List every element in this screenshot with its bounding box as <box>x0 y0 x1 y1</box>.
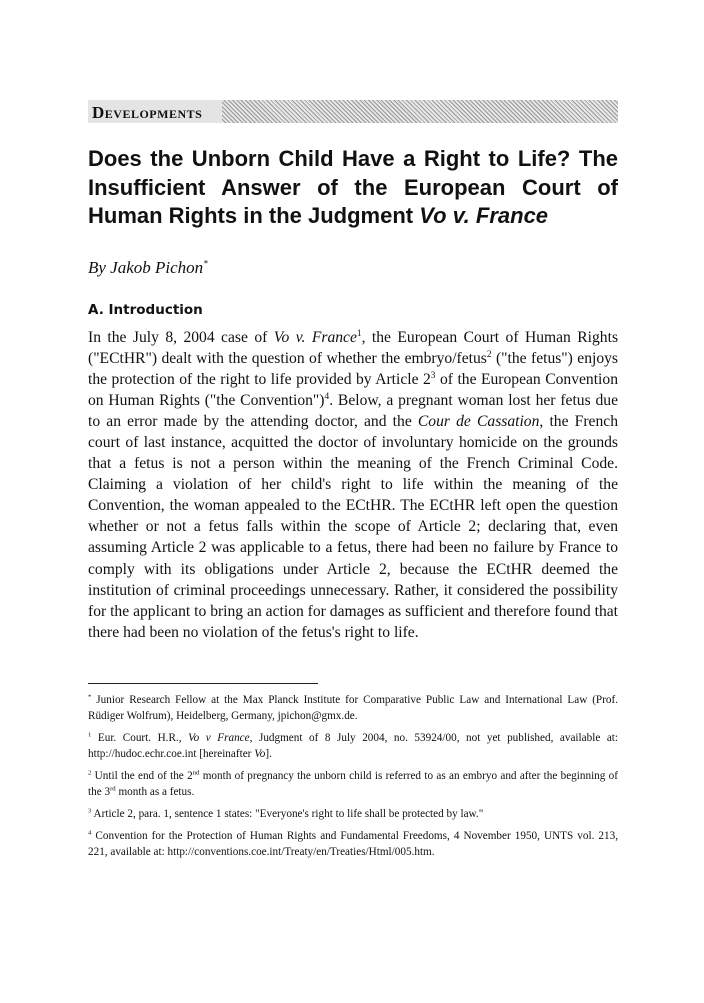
text-run: Eur. Court. H.R., <box>91 731 189 744</box>
footnote-ref: 2 <box>486 349 492 360</box>
footnote <box>88 806 618 822</box>
footnote <box>88 692 618 724</box>
text-run: Junior Research Fellow at the Max Planck Institute for Comparative Public Law and International Law (Prof. Rüdiger Wolfrum), Heidelberg, Germany, jpichon@gmx.de. <box>88 693 618 722</box>
footnote-ref: 3 <box>430 370 436 381</box>
section-banner <box>88 100 618 123</box>
page-column <box>88 0 618 860</box>
byline <box>88 257 618 279</box>
footnote-ref: 3 <box>88 807 92 815</box>
text-run: . Below, a pregnant woman lost her fetus due to an error made by the attending doctor, and the <box>88 391 618 430</box>
author-footnote-mark: * <box>203 257 208 268</box>
text-run: Convention for the Protection of Human Rights and Fundamental Freedoms, 4 November 1950, UNTS vol. 213, 221, available at: http://conventions.coe.int/Treaty/en/Treaties/Html/005.htm. <box>88 829 618 858</box>
footnote-ref: * <box>88 693 92 701</box>
text-run: month as a fetus. <box>115 785 195 798</box>
footnote-ref: 4 <box>88 829 92 837</box>
italic-text: Cour de Cassation <box>417 412 540 430</box>
footnote-ref: 1 <box>88 731 92 739</box>
text-run: month of pregnancy the unborn child is referred to as an embryo and after the beginning of the 3 <box>88 769 619 798</box>
text-run: , Judgment of 8 July 2004, no. 53924/00, not yet published, available at: http://hudoc.echr.coe.int [hereinafter <box>88 731 619 760</box>
author: By Jakob Pichon <box>88 257 204 277</box>
intro-paragraph <box>88 327 618 643</box>
title-case-name: Vo v. France <box>419 203 549 228</box>
title-text: Does the Unborn Child Have a Right to Life? The Insufficient Answer of the European Court of Human Rights in the Judgment <box>88 146 618 228</box>
text-run: Until the end of the 2 <box>91 769 193 782</box>
footnote-divider <box>88 683 318 684</box>
italic-text: Vo v France <box>188 731 250 744</box>
banner-label: Developments <box>88 100 222 123</box>
text-run: , the European Court of Human Rights ("ECtHR") dealt with the question of whether the embryo/fetus <box>88 328 619 367</box>
footnote-ref: 1 <box>356 328 362 339</box>
footnote-ref: 2 <box>88 769 92 777</box>
italic-text: Vo v. France <box>273 328 357 346</box>
footnote-ref: rd <box>110 785 116 793</box>
text-run: Article 2, para. 1, sentence 1 states: "Everyone's right to life shall be protected by law." <box>91 807 484 820</box>
footnote-ref: 4 <box>324 391 330 402</box>
footnote <box>88 768 618 800</box>
footnote-ref: nd <box>192 769 200 777</box>
footnote <box>88 730 618 762</box>
text-run: ]. <box>265 747 272 760</box>
text-run: , the French court of last instance, acquitted the doctor of involuntary homicide on the grounds that a fetus is not a person within the meaning of the French Criminal Code. Claiming a violation of her child's right to life within the meaning of the Convention, the woman appealed to the ECtHR. The ECtHR left open the question whether or not a fetus falls within the scope of Article 2; declaring that, even assuming Article 2 was applicable to a fetus, there had been no failure by France to comply with its obligations under Article 2, because the ECtHR deemed the institution of criminal proceedings unnecessary. Rather, it considered the possibility for the applicant to bring an action for damages as sufficient and therefore found that there had been no violation of the fetus's right to life. <box>88 412 618 641</box>
text-run: ("the fetus") enjoys the protection of the right to life provided by Article 2 <box>88 349 618 388</box>
section-heading: A. Introduction <box>88 301 203 318</box>
text-run: In the July 8, 2004 case of <box>88 328 274 346</box>
text-run: of the European Convention on Human Rights ("the Convention") <box>88 370 618 409</box>
italic-text: Vo <box>254 747 266 760</box>
article-title <box>88 145 618 231</box>
footnote <box>88 828 618 860</box>
footnotes <box>88 692 618 860</box>
